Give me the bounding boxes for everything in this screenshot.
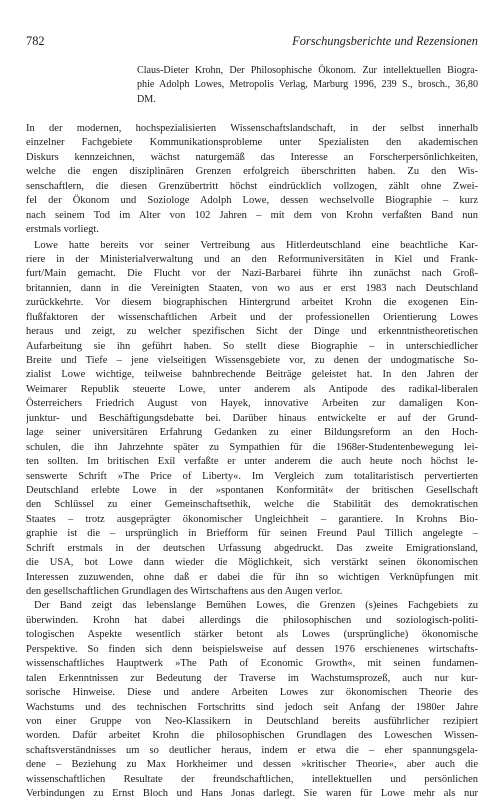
paragraph-line: überwinden. Krohn hat dabei allerdings die philosophischen und soziologisch-politi- (26, 614, 478, 626)
review-body (26, 122, 478, 802)
paragraph-line: Weimarer Republik steuerte Lowe, unter anderem als Antipode des radikal-liberalen (26, 383, 478, 395)
paragraph-line: wissenschaftliches Hauptwerk »The Path of Economic Growth«, mit seinen fundamen- (26, 658, 478, 670)
paragraph-line: den gesellschaftlichen Grundlagen des Wirtschaftens aus den Augen verlor. (26, 586, 343, 597)
paragraph-line: worden. Dafür arbeitet Krohn die philosophischen Grundlagen des Loweschen Wissen- (26, 730, 478, 742)
paragraph-line: schaftsverständnisses um so deutlicher heraus, indem er etwa die – eher spannungsgela- (26, 744, 478, 756)
paragraph-line: Deutschland erlebte Lowe in der »spontanen Konformität« der britischen Gesellschaft (26, 484, 478, 496)
running-head: Forschungsberichte und Rezensionen (292, 34, 478, 48)
paragraph-line: britannien, dann in die Vereinigten Staaten, von wo aus er erst 1983 nach Deutschland (26, 282, 478, 294)
paragraph-line: flußfaktoren der wissenschaftlichen Arbeit und der professionellen Orientierung Lowes (26, 311, 478, 323)
paragraph-line: den Schlüssel zu einer Gemeinschaftsethik, welche die Stabilität des demokratischen (26, 499, 478, 511)
paragraph-line: welche die engen disziplinären Grenzen erfolgreich überschritten haben. Zu den Wis- (26, 166, 478, 178)
paragraph-line: lage seiner universitären Erfahrung Gedanken zu einer Bildungsreform an den Hoch- (26, 427, 478, 439)
paragraph-line: talen Erkenntnissen zur Bedeutung der Traverse im Wachstumsprozeß, auch nur kur- (26, 672, 478, 684)
paragraph-line: senswerte Schrift »The Price of Liberty«. Im Vergleich zum totalitaristisch pervertierten (26, 470, 478, 482)
paragraph-line: sorische Hinweise. Diese und andere Arbeiten Lowes zur ökonomischen Theorie des (26, 687, 478, 699)
paragraph-line: zurückkehrte. Vor diesem biographischen Hintergrund arbeitet Krohn die exogenen Ein- (26, 297, 478, 309)
paragraph-line: einzelner Fachgebiete Kommunikationsprobleme unter Spezialisten den akademischen (26, 137, 478, 149)
paragraph-line: ten sollten. Im britischen Exil verfaßte er unter anderem die auch heute noch höchst le- (26, 456, 478, 468)
paragraph-line: von einer Gruppe von Neo-Klassikern in Deutschland bereits ausführlicher rezipiert (26, 715, 478, 727)
paragraph-line: Staates – trotz ausgeprägter ökonomischer Ungleichheit – garantiere. In Krohns Bio- (26, 513, 478, 525)
book-citation (137, 64, 478, 107)
paragraph-line: junktur- und Beschäftigungsdebatte bei. Darüber hinaus entwickelte er auf der Grund- (26, 412, 478, 424)
paragraph-line: Breite und Tiefe – jene vielseitigen Wissensgebiete vor, zu denen der undogmatische So- (26, 355, 478, 366)
paragraph-line: Wachstums und des technischen Fortschritts sind jedoch seit Anfang der 1980er Jahre (26, 701, 478, 713)
paragraph-line: Österreichers Friedrich August von Hayek, innovative Arbeiten zur damaligen Kon- (26, 398, 478, 410)
paragraph-line: die USA, bot Lowe dann wieder die Möglichkeit, sich verstärkt seinen ökonomischen (26, 557, 478, 569)
paragraph-line: wissenschaftlichen Resultate der freundschaftlichen, intellektuellen und persönlichen (26, 773, 478, 785)
paragraph-line: riere in der Ministerialverwaltung und an den Reformuniversitäten in Kiel und Frank- (26, 253, 478, 265)
page-header (26, 32, 478, 50)
paragraph-line: fel der Ökonom und Soziologe Adolph Lowe, dessen wechselvolle Biographie – kurz (26, 195, 478, 207)
paragraph-line: nach seinem Tod im Alter von 102 Jahren – mit dem von Krohn verfaßten Band nun (26, 209, 478, 221)
paragraph-line: Perspektive. So finden sich denn beispielsweise auf dessen 1976 erschienenes wirtschafts- (26, 643, 478, 655)
paragraph-line: dene – Beziehung zu Max Horkheimer und dessen »kritischer Theorie«, aber auch die (26, 759, 478, 771)
citation-line: phie Adolph Lowes, Metropolis Verlag, Marburg 1996, 239 S., brosch., 36,80 (137, 79, 478, 91)
paragraph-line: erstmals vorliegt. (26, 224, 99, 236)
citation-line: Claus-Dieter Krohn, Der Philosophische Ökonom. Zur intellektuellen Biogra- (137, 65, 478, 76)
paragraph-line: schulen, die ihn Jahrzehnte später zu Sympathien für die 1968er-Studentenbewegung lei- (26, 441, 478, 453)
paragraph-line: furt/Main gemacht. Die Flucht vor der Nazi-Barbarei führte ihn zunächst nach Groß- (26, 268, 478, 280)
paragraph-line: heraus und zeigt, zu welcher spezifischen Sicht der Dinge und erkenntnistheoretischen (26, 326, 478, 338)
paragraph-line: Der Band zeigt das lebenslange Bemühen Lowes, die Grenzen (s)eines Fachgebiets zu (34, 600, 478, 612)
paragraph-line: senschaftlern, die diesen Grenzübertritt höchst eindrücklich vollzogen, zählt ohne Zwei- (26, 180, 478, 192)
paragraph-line: Verbindungen zu Ernst Bloch und Hans Jonas darlegt. Sie waren für Lowe mehr als nur (26, 788, 478, 800)
paragraph-line: Lowe hatte bereits vor seiner Vertreibung aus Hitlerdeutschland eine beachtliche Kar- (34, 239, 478, 251)
page-number: 782 (26, 34, 45, 48)
paragraph-line: zialist Lowe wichtige, teilweise bahnbrechende Beiträge geleistet hat. In den Jahren der (26, 369, 478, 381)
paragraph (26, 599, 478, 801)
paragraph-line: Aufarbeitung sie ihn geführt haben. So stellt diese Biographie – in unterschiedlicher (26, 340, 478, 352)
citation-line: DM. (137, 93, 156, 105)
paragraph-line: graphie ist die – ursprünglich in Briefform für seinen Freund Paul Tillich angelegte – (26, 528, 478, 540)
paragraph (26, 122, 478, 238)
paragraph-line: Diskurs kennzeichnen, wächst naturgemäß das Interesse an Forscherpersönlichkeiten, (26, 151, 478, 163)
paragraph (26, 239, 478, 600)
paragraph-line: tologischen Aspekte wesentlich stärker betont als Lowes (ursprüngliche) ökonomische (26, 629, 478, 641)
paragraph-line: In der modernen, hochspezialisierten Wissenschaftslandschaft, in der selbst innerhalb (26, 123, 478, 134)
paragraph-line: Schrift erstmals in der deutschen Urfassung abgedruckt. Das zweite Emigrationsland, (26, 542, 478, 554)
paragraph-line: Interessen zuzuwenden, ohne daß er dabei die für ihn so wichtigen Verknüpfungen mit (26, 571, 478, 583)
